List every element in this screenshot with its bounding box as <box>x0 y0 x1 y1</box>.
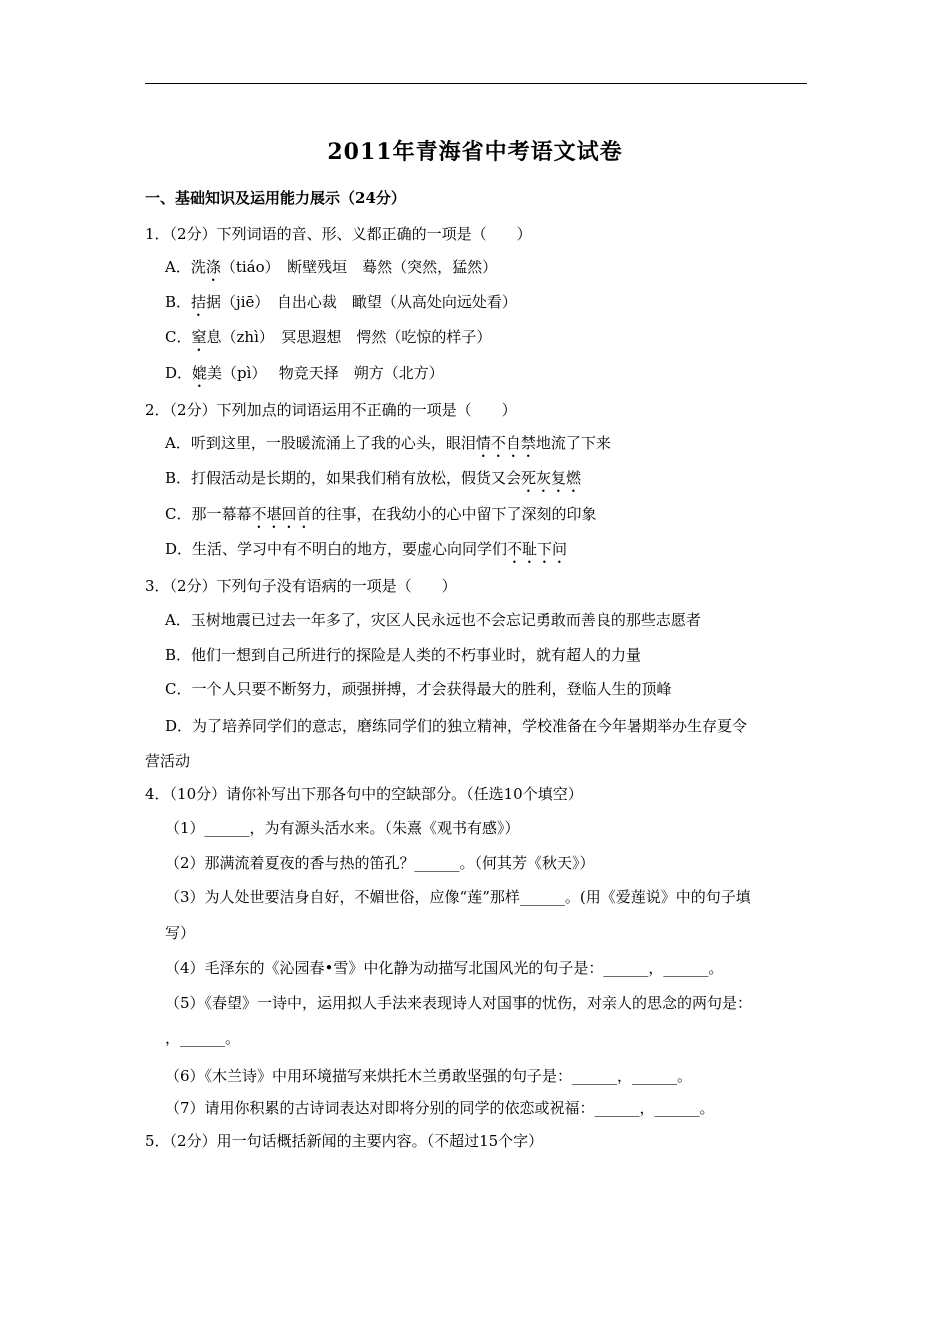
header-rule <box>145 83 807 84</box>
question-3-option-c: C．一个人只要不断努力，顽强拼搏，才会获得最大的胜利，登临人生的顶峰 <box>165 680 672 698</box>
question-4-item-1: （1）______，为有源头活水来。（朱熹《观书有感》） <box>165 819 520 837</box>
page-title: 2011年青海省中考语文试卷 <box>327 139 623 165</box>
question-4-stem: 4．（10分）请你补写出下那各句中的空缺部分。（任选10个填空） <box>145 785 583 803</box>
question-2-option-d: D．生活、学习中有不明白的地方，要虚心向同学们不耻下问 <box>165 540 568 558</box>
section-heading: 一、基础知识及运用能力展示（24分） <box>145 189 406 207</box>
question-1-option-d: D．媲美（pì） 物竞天择 朔方（北方） <box>165 364 444 382</box>
question-3-option-d: D．为了培养同学们的意志，磨练同学们的独立精神，学校准备在今年暑期举办生存夏令 <box>165 717 748 735</box>
question-3-option-b: B．他们一想到自己所进行的探险是人类的不朽事业时，就有超人的力量 <box>165 646 642 664</box>
question-1-option-b: B．拮据（jiē） 自出心裁 瞰望（从高处向远处看） <box>165 293 517 311</box>
question-4-item-3-continuation: 写） <box>165 924 196 942</box>
question-4-item-5-continuation: ，______。 <box>165 1029 241 1047</box>
question-4-item-6: （6）《木兰诗》中用环境描写来烘托木兰勇敢坚强的句子是：______，______。 <box>165 1067 693 1085</box>
question-2-option-c: C．那一幕幕不堪回首的往事，在我幼小的心中留下了深刻的印象 <box>165 505 597 523</box>
question-4-item-7: （7）请用你积累的古诗词表达对即将分别的同学的依恋或祝福：______，______。 <box>165 1099 715 1117</box>
question-2-stem: 2．（2分）下列加点的词语运用不正确的一项是（ ） <box>145 401 517 419</box>
question-5-stem: 5．（2分）用一句话概括新闻的主要内容。（不超过15个字） <box>145 1132 544 1150</box>
question-1-option-a: A．洗涤（tiáo） 断壁残垣 蓦然（突然，猛然） <box>165 258 498 276</box>
question-2-option-b: B．打假活动是长期的，如果我们稍有放松，假货又会死灰复燃 <box>165 469 582 487</box>
question-3-option-a: A．玉树地震已过去一年多了，灾区人民永远也不会忘记勇敢而善良的那些志愿者 <box>165 611 701 629</box>
question-2-option-a: A．听到这里，一股暖流涌上了我的心头，眼泪情不自禁地流了下来 <box>165 434 611 452</box>
question-4-item-2: （2）那满流着夏夜的香与热的笛孔？______。（何其芳《秋天》） <box>165 854 595 872</box>
question-4-item-3: （3）为人处世要洁身自好，不媚世俗，应像“莲”那样______。(用《爱莲说》中的句子填 <box>165 888 751 906</box>
question-1-option-c: C．窒息（zhì） 冥思遐想 愕然（吃惊的样子） <box>165 328 492 346</box>
question-3-option-d-continuation: 营活动 <box>145 752 191 770</box>
question-4-item-4: （4）毛泽东的《沁园春•雪》中化静为动描写北国风光的句子是：______，______。 <box>165 959 724 977</box>
question-3-stem: 3．（2分）下列句子没有语病的一项是（ ） <box>145 577 457 595</box>
question-4-item-5: （5）《春望》一诗中，运用拟人手法来表现诗人对国事的忧伤，对亲人的思念的两句是： <box>165 994 753 1012</box>
question-1-stem: 1．（2分）下列词语的音、形、义都正确的一项是（ ） <box>145 225 532 243</box>
